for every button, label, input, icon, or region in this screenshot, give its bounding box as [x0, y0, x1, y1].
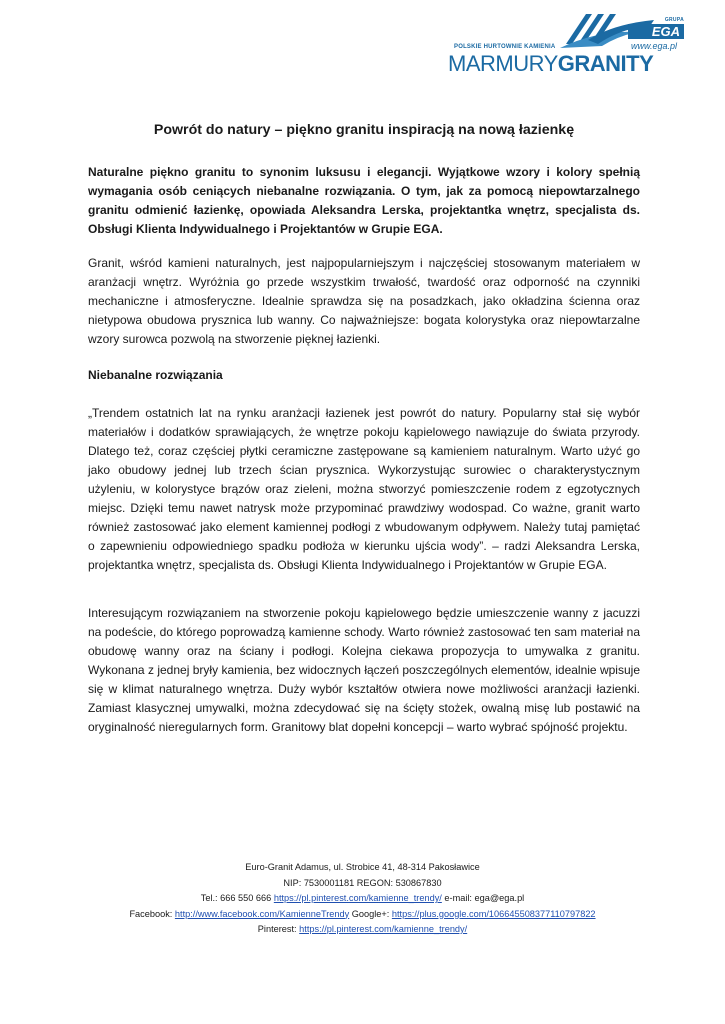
logo-word-light: MARMURY [448, 51, 558, 76]
article-lead-block [88, 163, 640, 239]
article-paragraph-1-block [88, 254, 640, 349]
footer-facebook-link[interactable]: http://www.facebook.com/KamienneTrendy [174, 908, 350, 919]
footer-google-label: Google+: [351, 908, 390, 919]
footer-google-link[interactable]: https://plus.google.com/106645508377110797822 [391, 908, 596, 919]
article-lead: Naturalne piękno granitu to synonim luksusu i elegancji. Wyjątkowe wzory i kolory spełnią wymagania osób ceniących niebanalne rozwiązania. O tym, jak za pomocą niepowtarzalnego granitu odmienić łazienkę, opowiada Aleksandra Lerska, projektantka wnętrz, specjalista ds. Obsługi Klienta Indywidualnego i Projektantów w Grupie EGA. [88, 165, 640, 236]
logo-website: www.ega.pl [631, 41, 678, 51]
article-subheading: Niebanalne rozwiązania [88, 368, 223, 382]
logo-tagline: POLSKIE HURTOWNIE KAMIENIA [454, 44, 556, 50]
footer-tel: Tel.: 666 550 666 [200, 893, 272, 903]
article-paragraph-2-block [88, 404, 640, 575]
footer-ids: NIP: 7530001181 REGON: 530867830 [283, 877, 442, 888]
page-footer [60, 860, 665, 938]
article-paragraph-2: „Trendem ostatnich lat na rynku aranżacji łazienek jest powrót do natury. Popularny stał się wybór materiałów i dodatków sprawiających, że wnętrze pokoju kąpielowego nawiązuje do świata przyrody. Dlatego też, coraz częściej płytki ceramiczne zastępowane są kamieniem naturalnym. Warto użyć go jako obudowy jednej lub trzech ścian prysznica. Wykorzystując surowiec o charakterystycznym użyleniu, w kolorystyce brązów oraz zieleni, można stworzyć pomieszczenie rodem z egzotycznych miejsc. Dzięki temu nawet natrysk może przypominać prawdziwy wodospad. Co ważne, granit warto również zastosować jako element kamiennej podłogi z wbudowanym odpływem. Należy tutaj pamiętać o zapewnieniu odpowiedniego spadku podłoża w kierunku ujścia wody”. – radzi Aleksandra Lerska, projektantka wnętrz, specjalista ds. Obsługi Klienta Indywidualnego i Projektantów w Grupie EGA. [88, 406, 640, 572]
footer-pinterest-line [60, 922, 665, 938]
footer-pinterest-link-2[interactable]: https://pl.pinterest.com/kamienne_trendy/ [299, 924, 468, 934]
logo-wordmark [448, 52, 653, 76]
footer-address: Euro-Granit Adamus, ul. Strobice 41, 48-314 Pakosławice [245, 862, 480, 872]
logo-group-label: GRUPA [664, 17, 684, 23]
article-paragraph-3: Interesującym rozwiązaniem na stworzenie pokoju kąpielowego będzie umieszczenie wanny z jacuzzi na podeście, do którego poprowadzą kamienne schody. Warto również zastosować ten sam materiał na obudowę wanny oraz na ściany i podłogi. Kolejna ciekawa propozycja to umywalka z granitu. Wykonana z jednej bryły kamienia, bez widocznych łączeń poszczególnych elementów, idealnie wpisuje się w klimat naturalnego wnętrza. Duży wybór kształtów otwiera nowe możliwości aranżacji łazienki. Zamiast klasycznej umywalki, można zdecydować się na ścięty stożek, owalną misę lub postawić na oryginalność nieregularnych form. Granitowy blat dopełni koncepcji – warto wybrać spójność projektu. [88, 606, 640, 734]
footer-pinterest-label: Pinterest: [257, 924, 297, 934]
article-paragraph-1: Granit, wśród kamieni naturalnych, jest najpopularniejszym i najczęściej stosowanym materiałem w aranżacji wnętrz. Wyróżnia go przede wszystkim trwałość, twardość oraz odporność na czynniki mechaniczne i atmosferyczne. Idealnie sprawdza się na posadzkach, jako okładzina ścienna oraz nietypowa obudowa prysznica lub wanny. Co najważniejsze: bogata kolorystyka oraz niepowtarzalne wzory surowca pozwolą na stworzenie pięknej łazienki. [88, 256, 640, 346]
footer-pinterest-link-1[interactable]: https://pl.pinterest.com/kamienne_trendy/ [273, 893, 442, 903]
logo-word-bold: GRANITY [557, 51, 654, 76]
company-logo [448, 10, 688, 80]
footer-contact-line [60, 891, 665, 907]
footer-facebook-label: Facebook: [129, 908, 173, 919]
footer-social-line [60, 907, 665, 923]
logo-ega-badge: EGA [628, 24, 684, 39]
article-paragraph-3-block [88, 604, 640, 737]
article-subheading-block [88, 366, 640, 385]
footer-email: e-mail: ega@ega.pl [444, 893, 525, 903]
article-title: Powrót do natury – piękno granitu inspiracją na nową łazienkę [153, 122, 575, 138]
